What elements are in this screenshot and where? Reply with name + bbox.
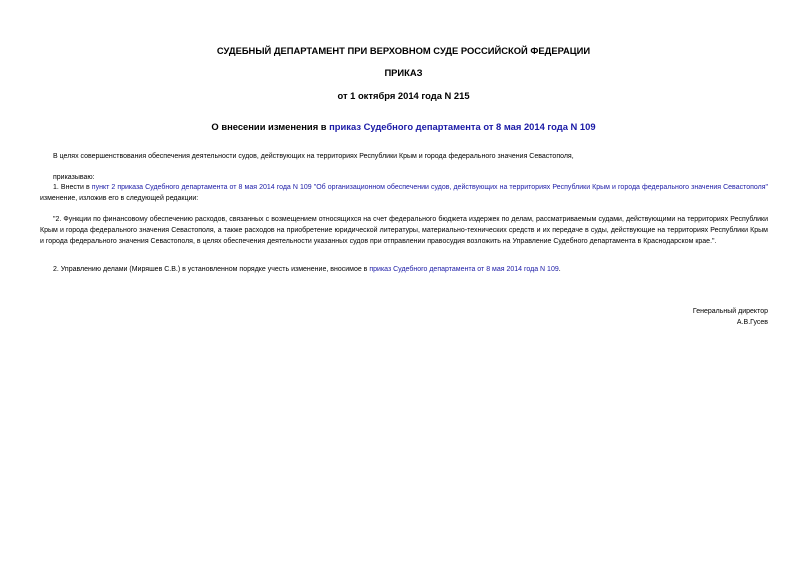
organization-heading: СУДЕБНЫЙ ДЕПАРТАМЕНТ ПРИ ВЕРХОВНОМ СУДЕ РОССИЙСКОЙ ФЕДЕРАЦИИ — [216, 45, 591, 56]
item-1-prefix: 1. Внести в — [53, 184, 92, 191]
signature-name: А.В.Гусев — [736, 319, 768, 326]
subject-link[interactable]: приказ Судебного департамента от 8 мая 2014 года N 109 — [329, 121, 596, 132]
item-2-paragraph — [40, 265, 768, 276]
item-1-paragraph — [40, 183, 768, 205]
item-2-link[interactable]: приказ Судебного департамента от 8 мая 2014 года N 109 — [369, 266, 559, 273]
signature-title: Генеральный директор — [692, 308, 768, 315]
item-2-suffix: . — [558, 266, 561, 273]
item-1-link[interactable]: пункт 2 приказа Судебного департамента от 8 мая 2014 года N 109 "Об организационном обеспечении судов, действующих на территориях Республики Крым и города федерального значения Севастополя" — [91, 184, 768, 191]
item-1-suffix: изменение, изложив его в следующей редакции: — [40, 194, 199, 202]
subject-prefix: О внесении изменения в — [211, 121, 330, 132]
document-type-heading: ПРИКАЗ — [384, 67, 423, 78]
order-word-paragraph: приказываю: — [53, 174, 95, 181]
quoted-amendment-paragraph: "2. Функции по финансовому обеспечению расходов, связанных с возмещением относящихся на счет федерального бюджета издержек по делам, рассматриваемым судами, действующими на территориях Республики Крым и города федерального значения Севастополя, а также расходов на приобретение юридической литературы, материально-технических средств и их передаче в суды, действующие на территориях Республики Крым и города федерального значения Севастополя, в целях обеспечения деятельности указанных судов при отправлении правосудия возложить на Управление Судебного департамента в Краснодарском крае.". — [40, 216, 768, 245]
document-date-number: от 1 октября 2014 года N 215 — [337, 90, 470, 101]
preamble-paragraph: В целях совершенствования обеспечения деятельности судов, действующих на территориях Республики Крым и города федерального значения Севастополя, — [53, 153, 574, 160]
document-subject — [0, 121, 807, 133]
item-2-prefix: 2. Управлению делами (Миряшев С.В.) в установленном порядке учесть изменение, вносимое в — [53, 266, 370, 273]
